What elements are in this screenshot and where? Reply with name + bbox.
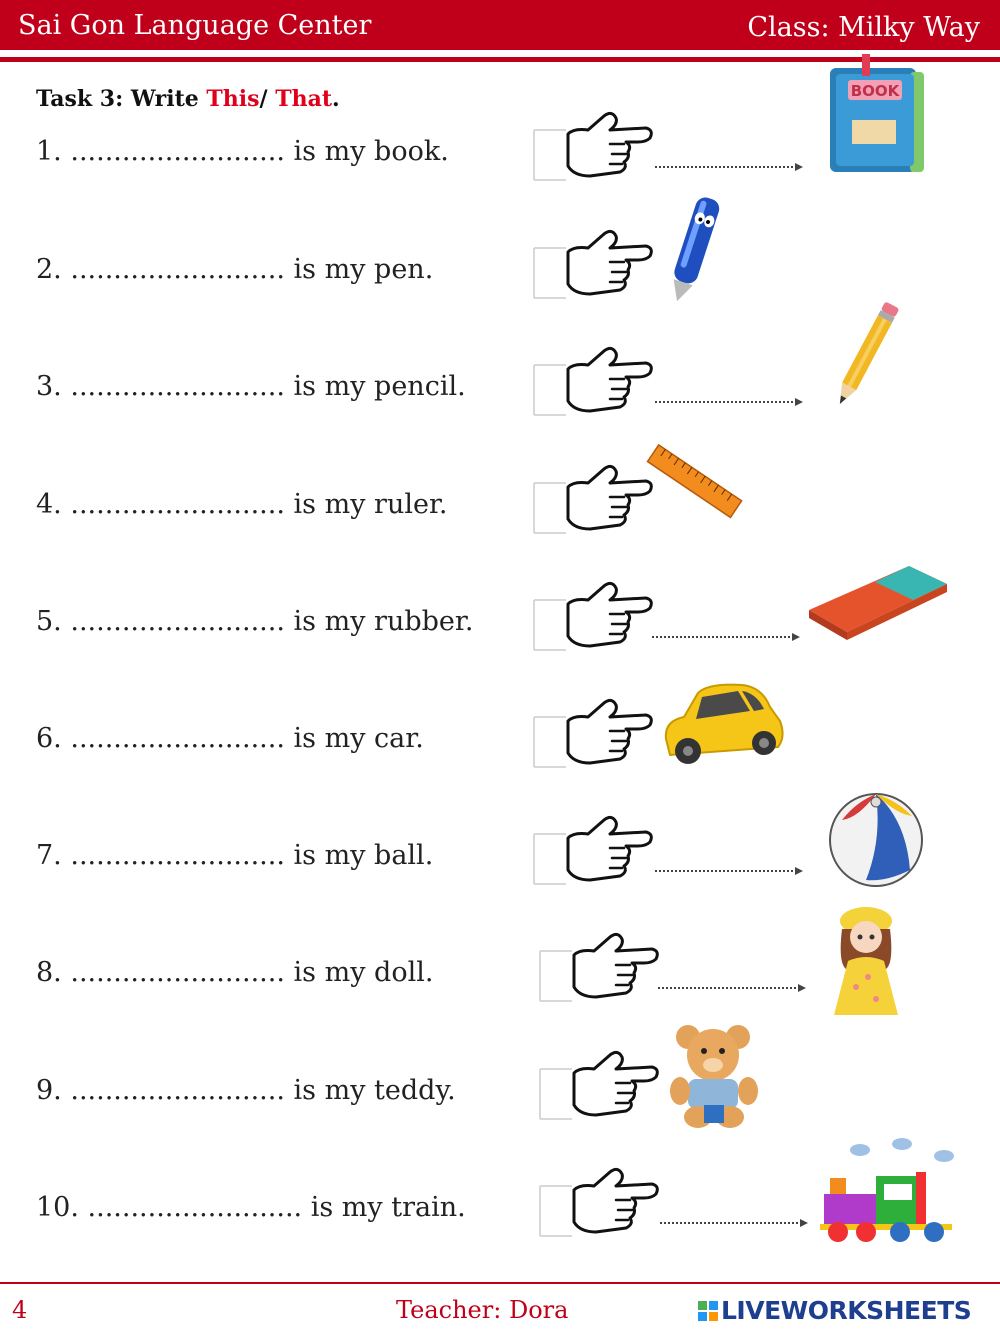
answer-blank[interactable]: .........................	[70, 606, 285, 637]
task-end: .	[332, 86, 340, 112]
pencil-icon	[832, 295, 902, 415]
ruler-icon	[642, 435, 746, 529]
task-word-this: This	[206, 86, 260, 112]
doll-icon	[826, 903, 906, 1019]
liveworksheets-logo-icon	[698, 1301, 718, 1321]
task-title	[36, 86, 340, 112]
answer-blank[interactable]: .........................	[70, 1075, 285, 1106]
pointing-hand-icon	[530, 814, 655, 889]
dotted-arrow-icon	[655, 866, 805, 876]
answer-blank[interactable]: .........................	[70, 957, 285, 988]
brand-name: LIVEWORKSHEETS	[721, 1296, 972, 1325]
teddy-icon	[664, 1021, 768, 1131]
list-item	[0, 345, 1000, 425]
dotted-arrow-icon	[652, 632, 802, 642]
sentence: 10. ......................... is my train.	[36, 1192, 466, 1223]
answer-blank[interactable]: .........................	[87, 1192, 303, 1223]
sentence: 7. ......................... is my ball.	[36, 840, 434, 871]
sentence: 2. ......................... is my pen.	[36, 254, 434, 285]
task-separator: /	[259, 86, 276, 112]
dotted-arrow-icon	[658, 983, 808, 993]
pointing-hand-icon	[530, 345, 655, 420]
answer-blank[interactable]: .........................	[70, 254, 285, 285]
train-icon	[816, 1136, 964, 1248]
pointing-hand-icon	[530, 463, 655, 538]
rubber-icon	[805, 552, 951, 644]
pointing-hand-icon	[530, 580, 655, 655]
pointing-hand-icon	[530, 228, 655, 303]
answer-blank[interactable]: .........................	[70, 723, 285, 754]
pointing-hand-icon	[536, 1049, 661, 1124]
list-item	[0, 1049, 1000, 1129]
answer-blank[interactable]: .........................	[70, 371, 285, 402]
sentence: 5. ......................... is my rubber.	[36, 606, 474, 637]
teacher-label: Teacher: Dora	[396, 1296, 569, 1324]
pointing-hand-icon	[530, 697, 655, 772]
list-item	[0, 1166, 1000, 1246]
answer-blank[interactable]: .........................	[70, 489, 285, 520]
list-item	[0, 931, 1000, 1011]
sentence: 4. ......................... is my ruler.	[36, 489, 448, 520]
footer-divider	[0, 1282, 1000, 1284]
list-item	[0, 463, 1000, 543]
task-word-that: That	[275, 86, 332, 112]
ball-icon	[826, 790, 926, 890]
pen-icon	[664, 190, 724, 308]
sentence: 3. ......................... is my pencil.	[36, 371, 466, 402]
header-bar	[0, 0, 1000, 50]
answer-blank[interactable]: .........................	[70, 136, 285, 167]
svg-text:BOOK: BOOK	[850, 82, 900, 100]
dotted-arrow-icon	[655, 162, 805, 172]
dotted-arrow-icon	[660, 1218, 810, 1228]
center-name: Sai Gon Language Center	[18, 10, 372, 41]
pointing-hand-icon	[536, 931, 661, 1006]
sentence: 8. ......................... is my doll.	[36, 957, 434, 988]
sentence: 6. ......................... is my car.	[36, 723, 424, 754]
sentence: 9. ......................... is my teddy.	[36, 1075, 456, 1106]
class-label: Class: Milky Way	[747, 12, 980, 43]
book-icon	[826, 54, 930, 176]
list-item	[0, 580, 1000, 660]
brand-logo[interactable]	[698, 1296, 971, 1325]
car-icon	[658, 677, 788, 773]
sentence: 1. ......................... is my book.	[36, 136, 449, 167]
page-number: 4	[12, 1296, 28, 1324]
pointing-hand-icon	[536, 1166, 661, 1241]
dotted-arrow-icon	[655, 397, 805, 407]
answer-blank[interactable]: .........................	[70, 840, 285, 871]
pointing-hand-icon	[530, 110, 655, 185]
list-item	[0, 697, 1000, 777]
list-item	[0, 814, 1000, 894]
task-prefix: Task 3: Write	[36, 86, 207, 112]
